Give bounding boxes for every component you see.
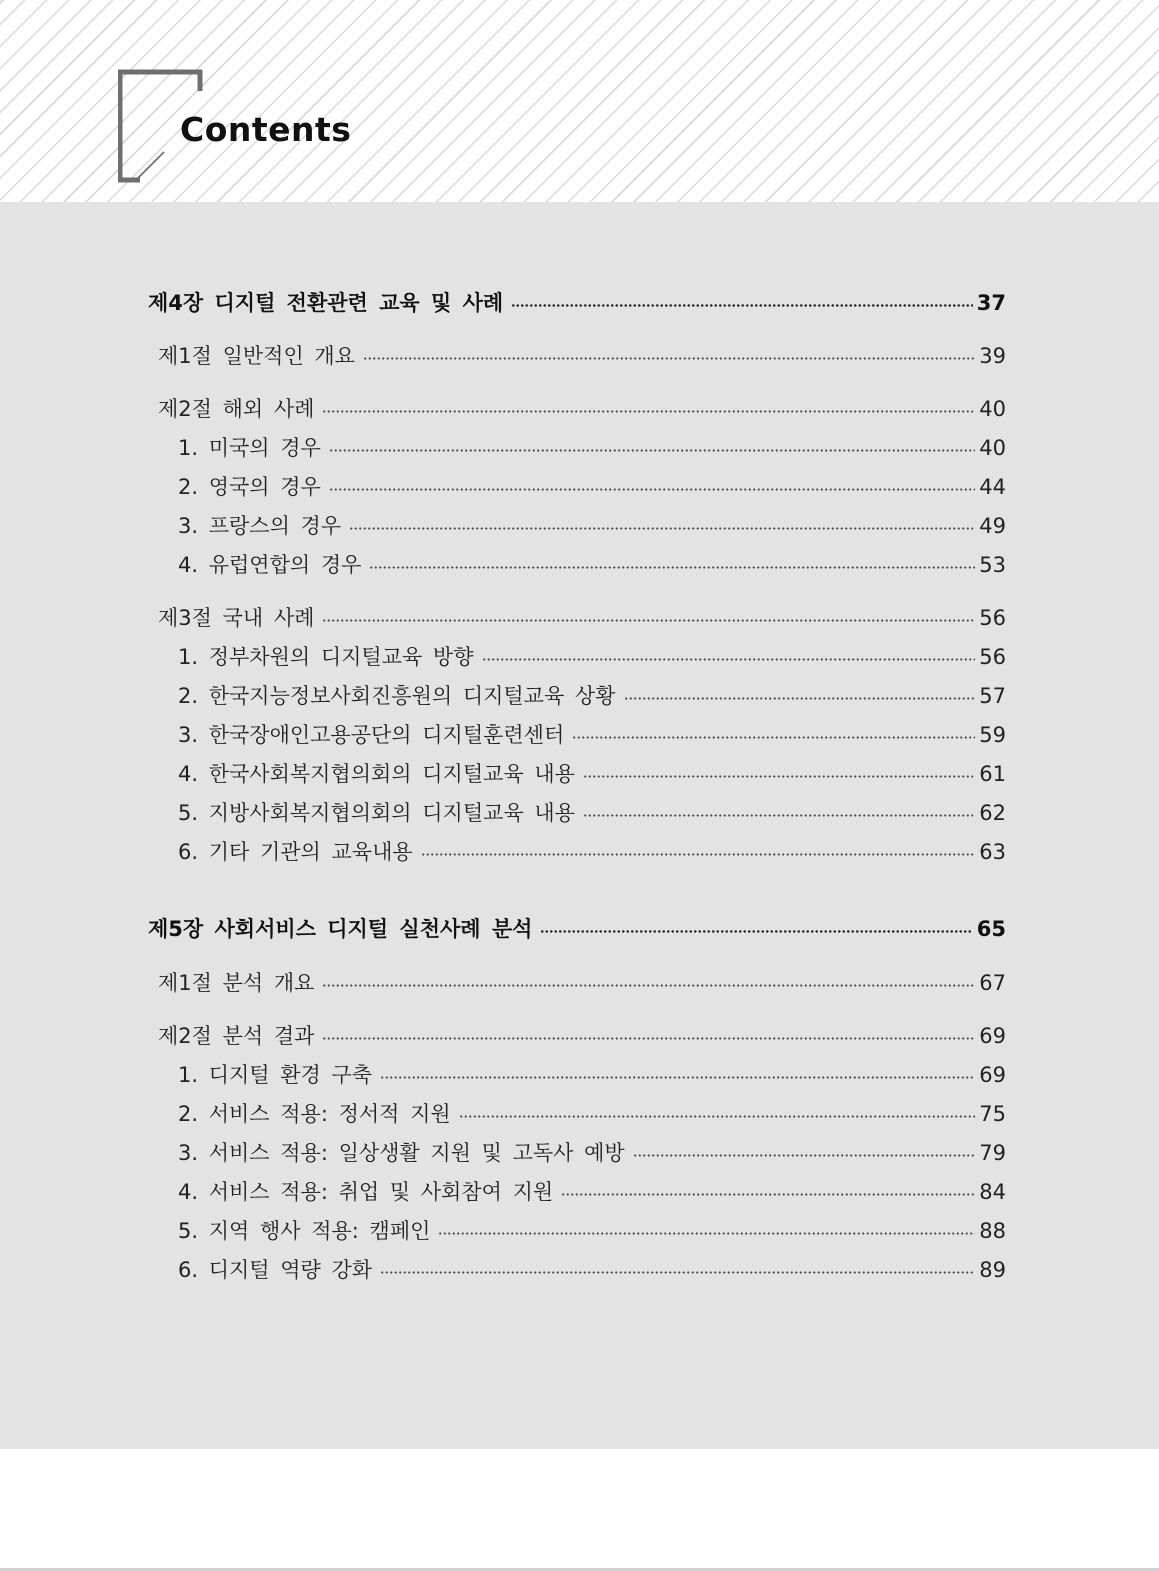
- toc-entry-page-number: 75: [979, 1102, 1006, 1126]
- toc-entry-page-number: 88: [979, 1219, 1006, 1243]
- toc-entry-label: 제3절 국내 사례: [158, 606, 315, 630]
- toc-panel: [0, 202, 1159, 1449]
- dot-leader: [322, 984, 975, 987]
- dot-leader: [329, 488, 975, 491]
- toc-entry-page-number: 40: [979, 436, 1006, 460]
- dot-leader: [322, 1037, 975, 1040]
- toc-item-entry[interactable]: [178, 1098, 1006, 1130]
- toc-chapter-entry[interactable]: [148, 287, 1006, 319]
- toc-entry-label: 6. 디지털 역량 강화: [178, 1258, 373, 1282]
- toc-item-entry[interactable]: [178, 549, 1006, 581]
- dot-leader: [329, 449, 975, 452]
- toc-entry-label: 4. 서비스 적용: 취업 및 사회참여 지원: [178, 1180, 554, 1204]
- toc-item-entry[interactable]: [178, 758, 1006, 790]
- dot-leader: [633, 1154, 976, 1157]
- toc-item-entry[interactable]: [178, 1176, 1006, 1208]
- dot-leader: [349, 527, 975, 530]
- page-title: Contents: [180, 110, 352, 149]
- toc-entry-label: 4. 한국사회복지협의회의 디지털교육 내용: [178, 762, 575, 786]
- toc-item-entry[interactable]: [178, 432, 1006, 464]
- dot-leader: [561, 1193, 975, 1196]
- dot-leader: [322, 410, 975, 413]
- toc-entry-label: 3. 서비스 적용: 일상생활 지원 및 고독사 예방: [178, 1141, 625, 1165]
- toc-entry-label: 4. 유럽연합의 경우: [178, 553, 362, 577]
- toc-entry-label: 2. 영국의 경우: [178, 475, 321, 499]
- toc-entry-label: 3. 프랑스의 경우: [178, 514, 342, 538]
- toc-item-entry[interactable]: [178, 1215, 1006, 1247]
- toc-entry-label: 제5장 사회서비스 디지털 실천사례 분석: [148, 917, 533, 941]
- header-banner: [0, 0, 1159, 202]
- toc-section-entry[interactable]: [158, 393, 1006, 425]
- toc-section-entry[interactable]: [158, 340, 1006, 372]
- dot-leader: [438, 1232, 975, 1235]
- toc-entry-page-number: 89: [979, 1258, 1006, 1282]
- toc-entry-label: 5. 지역 행사 적용: 캠페인: [178, 1219, 431, 1243]
- toc-entry-label: 2. 한국지능정보사회진흥원의 디지털교육 상황: [178, 684, 616, 708]
- dot-leader: [380, 1076, 975, 1079]
- toc-item-entry[interactable]: [178, 680, 1006, 712]
- toc-section-entry[interactable]: [158, 967, 1006, 999]
- toc-item-entry[interactable]: [178, 1059, 1006, 1091]
- toc-entry-label: 제4장 디지털 전환관련 교육 및 사례: [148, 291, 504, 315]
- toc-entry-page-number: 40: [979, 397, 1006, 421]
- toc-entry-page-number: 69: [979, 1063, 1006, 1087]
- toc-entry-page-number: 53: [979, 553, 1006, 577]
- toc-entry-page-number: 63: [979, 840, 1006, 864]
- toc-entry-page-number: 67: [979, 971, 1006, 995]
- toc-entry-label: 1. 정부차원의 디지털교육 방향: [178, 645, 474, 669]
- toc-item-entry[interactable]: [178, 510, 1006, 542]
- dot-leader: [572, 736, 975, 739]
- dot-leader: [322, 619, 975, 622]
- toc-entry-page-number: 56: [979, 645, 1006, 669]
- dot-leader: [369, 566, 975, 569]
- toc-section-entry[interactable]: [158, 1020, 1006, 1052]
- toc-item-entry[interactable]: [178, 641, 1006, 673]
- toc-item-entry[interactable]: [178, 1254, 1006, 1286]
- dot-leader: [421, 853, 976, 856]
- dot-leader: [482, 658, 976, 661]
- toc-entry-page-number: 39: [979, 344, 1006, 368]
- toc-item-entry[interactable]: [178, 1137, 1006, 1169]
- dot-leader: [583, 814, 975, 817]
- dot-leader: [511, 304, 973, 307]
- dot-leader: [380, 1271, 975, 1274]
- table-of-contents: [0, 202, 1159, 1449]
- toc-section-entry[interactable]: [158, 602, 1006, 634]
- toc-chapter-entry[interactable]: [148, 913, 1006, 945]
- toc-item-entry[interactable]: [178, 471, 1006, 503]
- dot-leader: [540, 930, 972, 933]
- toc-entry-page-number: 62: [979, 801, 1006, 825]
- toc-entry-page-number: 65: [976, 917, 1006, 941]
- dot-leader: [624, 697, 976, 700]
- toc-entry-label: 3. 한국장애인고용공단의 디지털훈련센터: [178, 723, 565, 747]
- toc-entry-page-number: 49: [979, 514, 1006, 538]
- toc-entry-page-number: 37: [976, 291, 1006, 315]
- dot-leader: [583, 775, 975, 778]
- toc-entry-page-number: 59: [979, 723, 1006, 747]
- toc-entry-page-number: 57: [979, 684, 1006, 708]
- toc-entry-label: 1. 미국의 경우: [178, 436, 321, 460]
- toc-entry-label: 1. 디지털 환경 구축: [178, 1063, 373, 1087]
- toc-entry-label: 제2절 분석 결과: [158, 1024, 315, 1048]
- toc-entry-label: 제1절 분석 개요: [158, 971, 315, 995]
- toc-entry-page-number: 56: [979, 606, 1006, 630]
- toc-entry-label: 5. 지방사회복지협의회의 디지털교육 내용: [178, 801, 575, 825]
- dot-leader: [363, 357, 975, 360]
- toc-entry-page-number: 69: [979, 1024, 1006, 1048]
- toc-entry-label: 제2절 해외 사례: [158, 397, 315, 421]
- toc-entry-label: 2. 서비스 적용: 정서적 지원: [178, 1102, 451, 1126]
- toc-entry-page-number: 61: [979, 762, 1006, 786]
- toc-item-entry[interactable]: [178, 836, 1006, 868]
- toc-entry-label: 6. 기타 기관의 교육내용: [178, 840, 413, 864]
- toc-entry-page-number: 44: [979, 475, 1006, 499]
- toc-entry-label: 제1절 일반적인 개요: [158, 344, 355, 368]
- toc-item-entry[interactable]: [178, 719, 1006, 751]
- toc-entry-page-number: 79: [979, 1141, 1006, 1165]
- toc-item-entry[interactable]: [178, 797, 1006, 829]
- dot-leader: [459, 1115, 976, 1118]
- toc-entry-page-number: 84: [979, 1180, 1006, 1204]
